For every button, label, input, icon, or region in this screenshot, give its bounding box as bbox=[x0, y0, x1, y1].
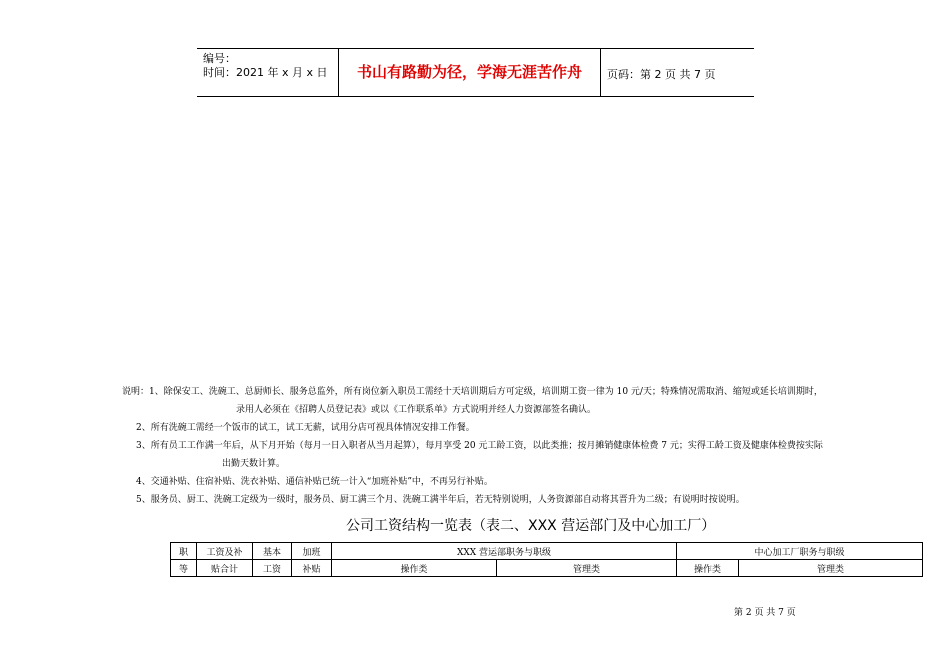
note-5: 5、服务员、厨工、洗碗工定级为一级时，服务员、厨工满三个月、洗碗工满半年后，若无特别说明，人务资源部自动将其晋升为二级；有说明时按说明。 bbox=[136, 495, 745, 505]
table-title: 公司工资结构一览表（表二、XXX 营运部门及中心加工厂） bbox=[346, 518, 716, 534]
note-4: 4、交通补贴、住宿补贴、洗衣补贴、通信补贴已统一计入“加班补贴”中，不再另行补贴。 bbox=[136, 477, 493, 487]
note-3-continued: 出勤天数计算。 bbox=[222, 459, 286, 469]
subheader-cell-ops-management: 管理类 bbox=[497, 560, 677, 577]
header-cell-base: 基本 bbox=[253, 543, 292, 560]
subheader-cell-ops-operation: 操作类 bbox=[332, 560, 497, 577]
note-2: 2、所有洗碗工需经一个饭市的试工，试工无薪，试用分店可视具体情况安排工作餐。 bbox=[136, 423, 475, 433]
subheader-cell-grade: 等 bbox=[171, 560, 197, 577]
time-label: 时间：2021 年 x 月 x 日 bbox=[203, 66, 328, 79]
subheader-cell-base: 工资 bbox=[253, 560, 292, 577]
note-1-continued: 录用人必须在《招聘人员登记表》或以《工作联系单》方式说明并经人力资源部签名确认。 bbox=[236, 405, 597, 415]
header-page-info: 页码：第 2 页 共 7 页 bbox=[607, 68, 716, 81]
salary-structure-table bbox=[170, 542, 923, 577]
subheader-cell-kitchen-operation: 操作类 bbox=[677, 560, 739, 577]
header-motto: 书山有路勤为径，学海无涯苦作舟 bbox=[339, 49, 601, 96]
subheader-cell-total: 贴合计 bbox=[197, 560, 253, 577]
serial-label: 编号： bbox=[203, 52, 236, 65]
header-cell-overtime: 加班 bbox=[292, 543, 332, 560]
header-cell-grade: 职 bbox=[171, 543, 197, 560]
note-3: 3、所有员工工作满一年后，从下月开始（每月一日入职者从当月起算），每月享受 20 元工龄工资，以此类推；按月摊销健康体检费 7 元；实得工龄工资及健康体检费按实际 bbox=[136, 441, 823, 451]
subheader-cell-overtime: 补贴 bbox=[292, 560, 332, 577]
header-cell-ops-dept: XXX 营运部职务与职级 bbox=[332, 543, 677, 560]
table-header-row bbox=[171, 543, 923, 560]
header-meta bbox=[197, 49, 339, 96]
header-cell-total: 工资及补 bbox=[197, 543, 253, 560]
subheader-cell-kitchen-management: 管理类 bbox=[739, 560, 923, 577]
note-1: 说明：1、除保安工、洗碗工、总厨师长、服务总监外，所有岗位新入职员工需经十天培训期后方可定级，培训期工资一律为 10 元/天；特殊情况需取消、缩短或延长培训期时， bbox=[122, 387, 823, 397]
page-header bbox=[197, 48, 754, 97]
page-footer: 第 2 页 共 7 页 bbox=[734, 608, 796, 618]
header-cell-central-kitchen: 中心加工厂职务与职级 bbox=[677, 543, 923, 560]
table-subheader-row bbox=[171, 560, 923, 577]
